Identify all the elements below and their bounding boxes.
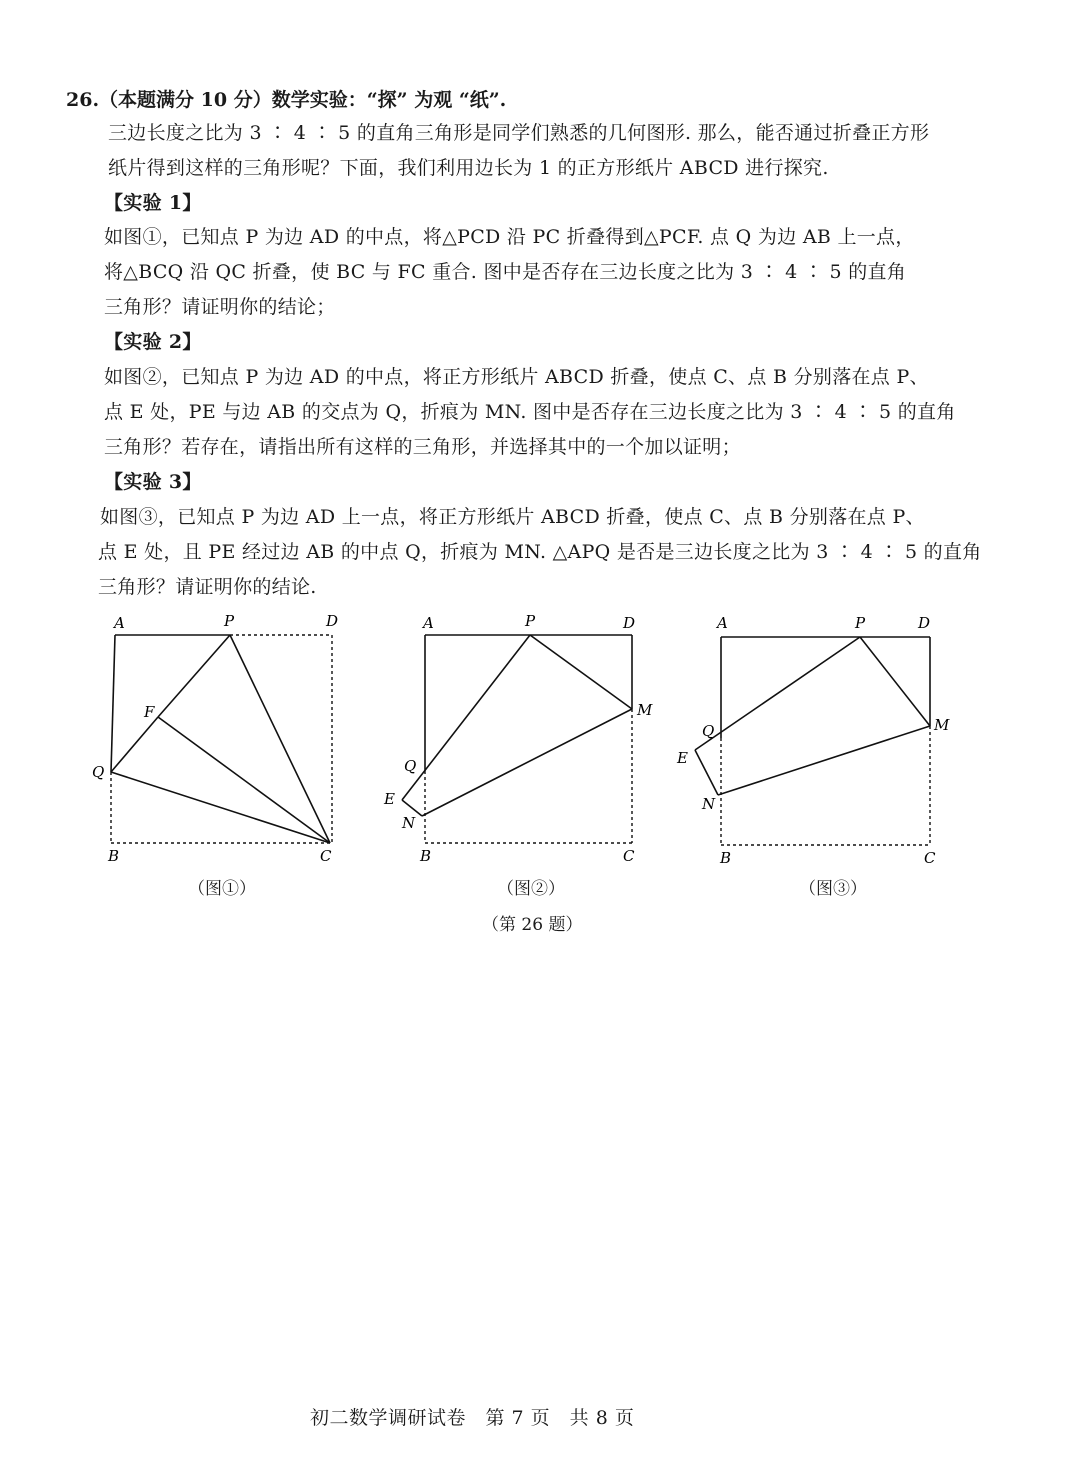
label-D: D [918,614,931,632]
label-E: E [384,790,395,808]
figure-3 [668,605,968,870]
figure-1 [80,605,370,870]
crease-PC [230,635,330,843]
label-P: P [525,612,536,630]
experiment-3-line-1: 如图③，已知点 P 为边 AD 上一点，将正方形纸片 ABCD 折叠，使点 C、点 B 分别落在点 P、 [100,506,925,528]
label-A: A [423,614,434,632]
label-P: P [224,612,235,630]
intro-line-1: 三边长度之比为 3 ∶ 4 ∶ 5 的直角三角形是同学们熟悉的几何图形. 那么，能否通过折叠正方形 [108,122,930,144]
label-A: A [114,614,125,632]
label-N: N [402,814,416,832]
label-D: D [326,612,339,630]
label-Q: Q [92,763,105,781]
experiment-2-line-3: 三角形？若存在，请指出所有这样的三角形，并选择其中的一个加以证明； [104,436,741,458]
crease-NM [422,709,632,816]
experiment-2-title: 【实验 2】 [104,331,202,353]
crease-QC [111,772,330,843]
label-N: N [702,795,716,813]
experiment-1-line-3: 三角形？请证明你的结论； [104,296,336,318]
edge-PE [402,635,530,800]
label-B: B [108,847,120,865]
experiment-1-title: 【实验 1】 [104,192,202,214]
experiment-3-line-3: 三角形？请证明你的结论. [98,576,317,598]
figure-2 [375,605,675,870]
figure-2-caption: （图②） [497,879,565,899]
figure-1-caption: （图①） [188,879,256,899]
edge-EN [695,750,718,795]
experiment-2-line-1: 如图②，已知点 P 为边 AD 的中点，将正方形纸片 ABCD 折叠，使点 C、点 B 分别落在点 P、 [104,366,929,388]
label-B: B [720,849,732,867]
experiment-3-title: 【实验 3】 [104,471,202,493]
label-M: M [934,716,950,734]
edge-FC [158,717,330,843]
label-M: M [637,701,653,719]
experiment-2-line-2: 点 E 处，PE 与边 AB 的交点为 Q，折痕为 MN. 图中是否存在三边长度之比为 3 ∶ 4 ∶ 5 的直角 [104,401,956,423]
label-B: B [420,847,432,865]
question-header: 26.（本题满分 10 分）数学实验：“探” 为观 “纸”. [66,89,507,111]
experiment-1-line-2: 将△BCQ 沿 QC 折叠，使 BC 与 FC 重合. 图中是否存在三边长度之比为 3 ∶ 4 ∶ 5 的直角 [104,261,907,283]
experiment-3-line-2: 点 E 处，且 PE 经过边 AB 的中点 Q，折痕为 MN. △APQ 是否是三边长度之比为 3 ∶ 4 ∶ 5 的直角 [98,541,982,563]
label-C: C [924,849,936,867]
label-C: C [623,847,635,865]
label-C: C [320,847,332,865]
label-D: D [623,614,636,632]
label-P: P [855,614,866,632]
figure-3-caption: （图③） [799,879,867,899]
edge-AQ [111,635,115,772]
edge-PM [530,635,632,709]
label-Q: Q [702,722,715,740]
edge-PM [860,637,930,726]
edge-PF [158,635,230,717]
label-A: A [717,614,728,632]
edge-FQ [111,717,158,772]
label-F: F [144,703,155,721]
label-E: E [677,749,688,767]
edge-PE [695,637,860,750]
figure-group-caption: （第 26 题） [482,915,583,935]
label-Q: Q [404,757,417,775]
experiment-1-line-1: 如图①，已知点 P 为边 AD 的中点，将△PCD 沿 PC 折叠得到△PCF. 点 Q 为边 AB 上一点， [104,226,915,248]
page-footer: 初二数学调研试卷 第 7 页 共 8 页 [310,1407,635,1429]
intro-line-2: 纸片得到这样的三角形呢？下面，我们利用边长为 1 的正方形纸片 ABCD 进行探究. [108,157,829,179]
crease-NM [718,726,930,795]
